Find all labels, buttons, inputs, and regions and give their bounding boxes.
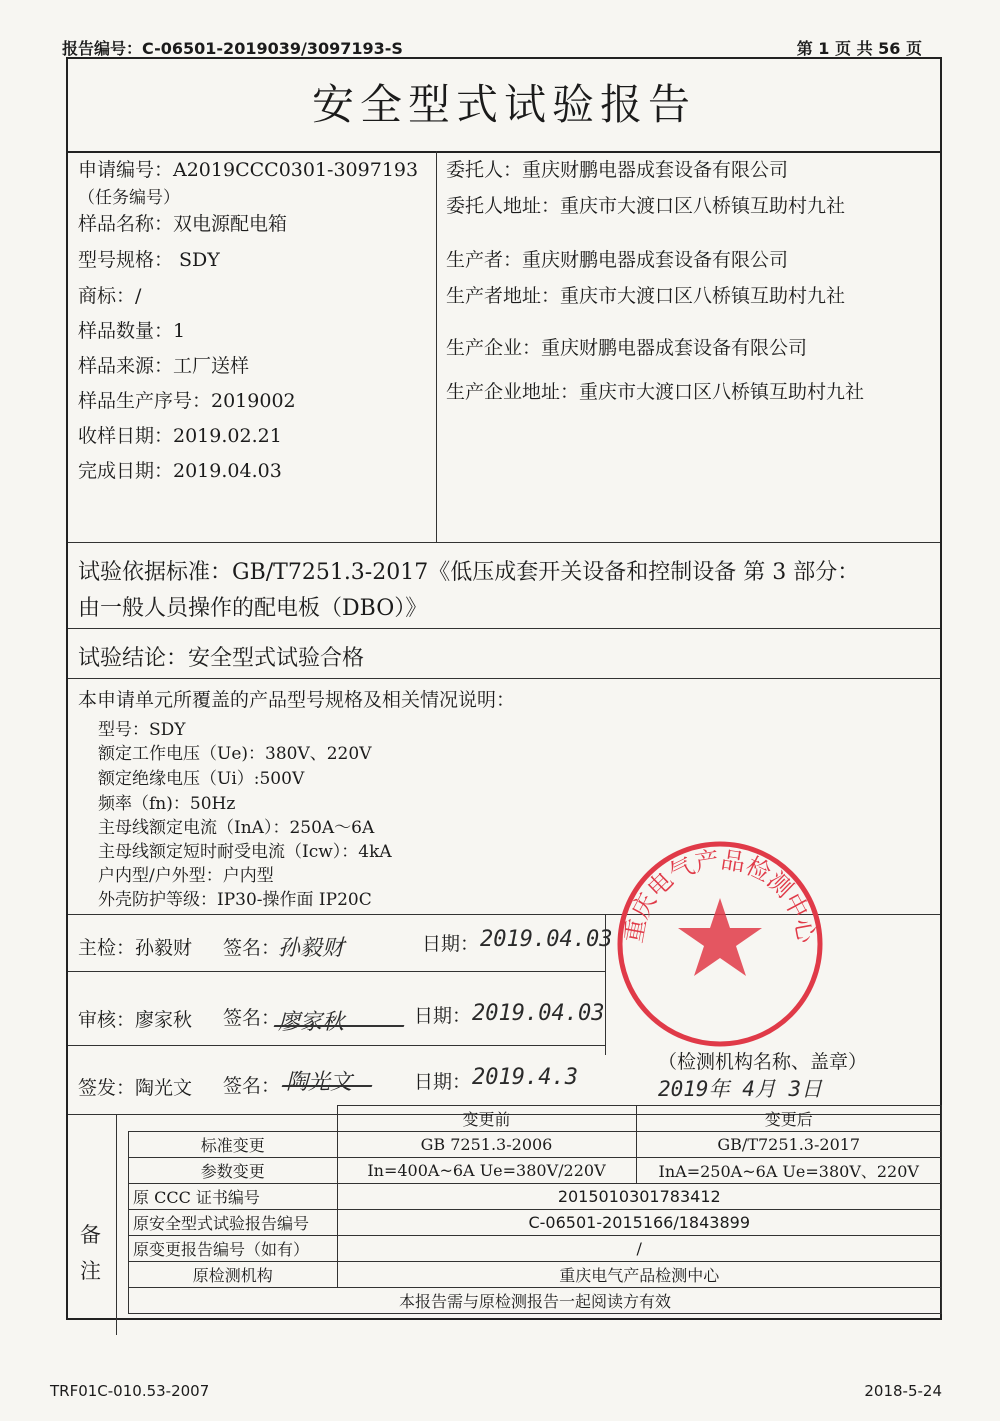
standard-line-1: 试验依据标准：GB/T7251.3-2017《低压成套开关设备和控制设备 第 3 部分： bbox=[78, 560, 860, 585]
official-seal-icon bbox=[612, 836, 828, 1052]
issuer-signature: 陶光文 bbox=[286, 1070, 353, 1095]
orig-ccc-label: 原 CCC 证书编号 bbox=[129, 1184, 338, 1210]
sample-quantity: 样品数量：1 bbox=[78, 320, 186, 342]
desc-busbar-current: 主母线额定电流（InA）：250A～6A bbox=[98, 818, 375, 838]
chief-sign-label: 签名： bbox=[223, 937, 281, 959]
issuer: 签发：陶光文 bbox=[78, 1077, 193, 1099]
param-change-label: 参数变更 bbox=[129, 1158, 338, 1184]
page-info: 第 1 页 共 56 页 bbox=[796, 39, 922, 58]
desc-indoor-outdoor: 户内型/户外型：户内型 bbox=[98, 866, 274, 886]
standard-after: GB/T7251.3-2017 bbox=[636, 1132, 942, 1158]
orig-lab-label: 原检测机构 bbox=[129, 1262, 338, 1288]
issuer-date: 2019.4.3 bbox=[472, 1065, 578, 1090]
manufacturer: 生产企业：重庆财鹏电器成套设备有限公司 bbox=[446, 337, 808, 359]
client: 委托人：重庆财鹏电器成套设备有限公司 bbox=[446, 159, 789, 181]
remarks-label: 备 注 bbox=[68, 1115, 117, 1335]
reviewer-sign-label: 签名： bbox=[223, 1007, 281, 1029]
sample-name: 样品名称：双电源配电箱 bbox=[78, 213, 288, 235]
producer-address: 生产者地址：重庆市大渡口区八桥镇互助村九社 bbox=[446, 285, 846, 307]
report-frame bbox=[66, 57, 942, 1320]
report-number: 报告编号：C-06501-2019039/3097193-S bbox=[62, 39, 403, 58]
test-standard bbox=[68, 543, 940, 629]
issuer-date-label: 日期： bbox=[414, 1071, 472, 1093]
model-spec: 型号规格： SDY bbox=[78, 249, 220, 271]
serial-no: 样品生产序号：2019002 bbox=[78, 390, 296, 412]
test-conclusion bbox=[68, 629, 940, 679]
desc-ip-rating: 外壳防护等级：IP30-操作面 IP20C bbox=[98, 890, 372, 910]
desc-model: 型号：SDY bbox=[98, 720, 186, 740]
param-before: In=400A~6A Ue=380V/220V bbox=[337, 1158, 636, 1184]
desc-frequency: 频率（fn)：50Hz bbox=[98, 794, 236, 814]
chief-signature: 孙毅财 bbox=[278, 936, 345, 961]
seal-ring-text: 重庆电气产品检测中心 bbox=[619, 845, 821, 946]
standard-change-label: 标准变更 bbox=[129, 1132, 338, 1158]
reviewer-date-label: 日期： bbox=[414, 1005, 472, 1027]
reviewer-scrawl bbox=[274, 1025, 405, 1027]
trademark: 商标：/ bbox=[78, 285, 142, 307]
task-no-label: （任务编号） bbox=[78, 188, 180, 208]
form-number: TRF01C-010.53-2007 bbox=[50, 1382, 210, 1400]
issuer-sign-label: 签名： bbox=[223, 1075, 281, 1097]
orig-lab-value: 重庆电气产品检测中心 bbox=[337, 1262, 942, 1288]
complete-date: 完成日期：2019.04.03 bbox=[78, 460, 282, 482]
col-before-header: 变更前 bbox=[337, 1106, 636, 1132]
reviewer-signature: 廖家秋 bbox=[278, 1010, 345, 1035]
application-no: 申请编号：A2019CCC0301-3097193 bbox=[78, 159, 419, 181]
description-heading: 本申请单元所覆盖的产品型号规格及相关情况说明： bbox=[78, 689, 516, 711]
producer: 生产者：重庆财鹏电器成套设备有限公司 bbox=[446, 249, 789, 271]
chief-date-label: 日期： bbox=[422, 933, 480, 955]
validity-note: 本报告需与原检测报告一起阅读方有效 bbox=[129, 1288, 942, 1314]
standard-before: GB 7251.3-2006 bbox=[337, 1132, 636, 1158]
remarks-section bbox=[68, 1110, 940, 1335]
issuer-scrawl bbox=[282, 1085, 373, 1087]
manufacturer-address: 生产企业地址：重庆市大渡口区八桥镇互助村九社 bbox=[446, 381, 865, 403]
chief-date: 2019.04.03 bbox=[480, 927, 613, 952]
sample-info-section bbox=[68, 151, 940, 543]
client-address: 委托人地址：重庆市大渡口区八桥镇互助村九社 bbox=[446, 195, 846, 217]
seal-caption: （检测机构名称、盖章） bbox=[658, 1051, 868, 1073]
orig-change-report-value: / bbox=[337, 1236, 942, 1262]
sample-source: 样品来源：工厂送样 bbox=[78, 355, 250, 377]
orig-ccc-value: 2015010301783412 bbox=[337, 1184, 942, 1210]
reviewer-date: 2019.04.03 bbox=[472, 1001, 605, 1026]
seal-star-icon bbox=[678, 898, 762, 976]
conclusion-text: 试验结论：安全型式试验合格 bbox=[78, 646, 365, 671]
seal-date: 2019年 4月 3日 bbox=[658, 1077, 823, 1101]
desc-withstand-current: 主母线额定短时耐受电流（Icw）：4kA bbox=[98, 842, 392, 862]
footer-date: 2018-5-24 bbox=[864, 1382, 942, 1400]
orig-change-report-label: 原变更报告编号（如有） bbox=[129, 1236, 338, 1262]
orig-report-label: 原安全型式试验报告编号 bbox=[129, 1210, 338, 1236]
desc-rated-voltage: 额定工作电压（Ue)：380V、220V bbox=[98, 744, 372, 764]
desc-insulation-voltage: 额定绝缘电压（Ui）:500V bbox=[98, 769, 305, 789]
chief-inspector: 主检：孙毅财 bbox=[78, 937, 193, 959]
remarks-table bbox=[128, 1105, 942, 1314]
param-after: InA=250A~6A Ue=380V、220V bbox=[636, 1158, 942, 1184]
reviewer: 审核：廖家秋 bbox=[78, 1009, 193, 1031]
orig-report-value: C-06501-2015166/1843899 bbox=[337, 1210, 942, 1236]
standard-line-2: 由一般人员操作的配电板（DBO）》 bbox=[78, 596, 428, 621]
receive-date: 收样日期：2019.02.21 bbox=[78, 425, 282, 447]
col-after-header: 变更后 bbox=[636, 1106, 942, 1132]
report-title: 安全型式试验报告 bbox=[68, 59, 940, 153]
